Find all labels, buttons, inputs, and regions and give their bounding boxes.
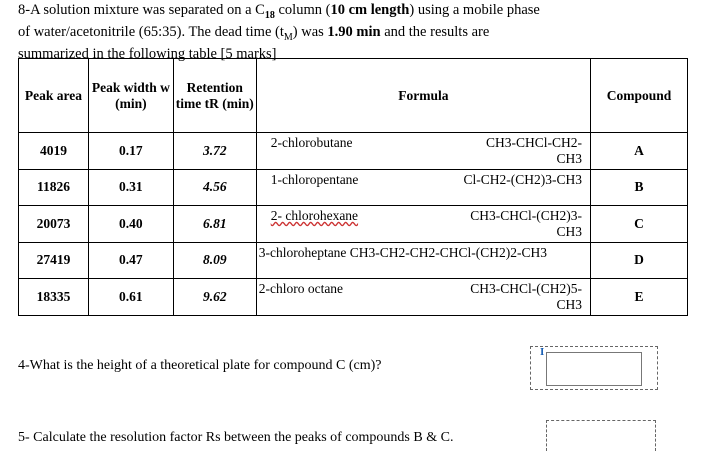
header-compound: Compound bbox=[591, 59, 688, 133]
header-formula: Formula bbox=[256, 59, 590, 133]
peak-width-cell: 0.47 bbox=[88, 242, 173, 279]
formula-cell bbox=[256, 169, 590, 206]
table-row bbox=[19, 206, 688, 243]
header-retention-time: Retention time tR (min) bbox=[173, 59, 256, 133]
header-peak-width: Peak width w (min) bbox=[88, 59, 173, 133]
cursor-icon: I bbox=[540, 346, 545, 358]
compound-letter: B bbox=[591, 169, 688, 206]
table-row bbox=[19, 242, 688, 279]
peak-width-cell: 0.17 bbox=[88, 133, 173, 170]
intro-text: ) using a mobile phase bbox=[409, 2, 540, 18]
formula-cell bbox=[256, 279, 590, 316]
intro-text: column ( bbox=[274, 2, 331, 18]
intro-text: and the results are bbox=[380, 23, 490, 40]
formula-cell bbox=[256, 206, 590, 243]
chemical-formula: Cl-CH2-(CH2)3-CH3 bbox=[463, 171, 583, 187]
compound-name: 2- chlorohexane bbox=[270, 208, 359, 223]
peak-area-cell: 18335 bbox=[19, 279, 89, 316]
retention-cell: 8.09 bbox=[173, 242, 256, 279]
table-row bbox=[19, 133, 688, 170]
tm-subscript: M bbox=[283, 31, 293, 43]
answer-input-q4[interactable] bbox=[546, 352, 642, 386]
peak-width-cell: 0.61 bbox=[88, 279, 173, 316]
results-table bbox=[18, 58, 688, 316]
question-5: 5- Calculate the resolution factor Rs between the peaks of compounds B & C. bbox=[18, 430, 454, 445]
intro-text: of water/acetonitrile (65:35). The dead time (t bbox=[18, 23, 284, 40]
compound-name: 2-chlorobutane bbox=[270, 135, 353, 150]
table-row bbox=[19, 279, 688, 316]
answer-box-q5[interactable] bbox=[546, 420, 656, 451]
retention-cell: 4.56 bbox=[173, 169, 256, 206]
marks-label: [5 marks] bbox=[220, 45, 277, 62]
retention-cell: 3.72 bbox=[173, 133, 256, 170]
c18-subscript: 18 bbox=[264, 9, 275, 21]
peak-area-cell: 11826 bbox=[19, 169, 89, 206]
compound-name: 3-chloroheptane CH3-CH2-CH2-CHCl-(CH2)2-CH3 bbox=[258, 244, 548, 260]
chemical-formula: CH3-CHCl-(CH2)3-CH3 bbox=[470, 208, 583, 239]
intro-text: summarized in the following table bbox=[18, 45, 217, 62]
compound-letter: A bbox=[591, 133, 688, 170]
retention-cell: 6.81 bbox=[173, 206, 256, 243]
chemical-formula: CH3-CHCl-(CH2)5-CH3 bbox=[470, 281, 583, 312]
peak-width-cell: 0.31 bbox=[88, 169, 173, 206]
peak-width-cell: 0.40 bbox=[88, 206, 173, 243]
retention-cell: 9.62 bbox=[173, 279, 256, 316]
formula-cell bbox=[256, 133, 590, 170]
compound-letter: E bbox=[591, 279, 688, 316]
table-row bbox=[19, 169, 688, 206]
column-length: 10 cm length bbox=[330, 2, 410, 18]
formula-cell bbox=[256, 242, 590, 279]
compound-letter: D bbox=[591, 242, 688, 279]
peak-area-cell: 27419 bbox=[19, 242, 89, 279]
dead-time: 1.90 min bbox=[327, 23, 381, 40]
chemical-formula: CH3-CHCl-CH2-CH3 bbox=[486, 135, 583, 166]
intro-text: ) was bbox=[292, 23, 328, 40]
intro-text: 8-A solution mixture was separated on a C bbox=[18, 2, 265, 18]
question-intro bbox=[18, 2, 618, 63]
question-4: 4-What is the height of a theoretical plate for compound C (cm)? bbox=[18, 358, 382, 373]
compound-letter: C bbox=[591, 206, 688, 243]
peak-area-cell: 20073 bbox=[19, 206, 89, 243]
compound-name: 1-chloropentane bbox=[270, 171, 359, 187]
peak-area-cell: 4019 bbox=[19, 133, 89, 170]
compound-name: 2-chloro octane bbox=[258, 281, 344, 296]
header-peak-area: Peak area bbox=[19, 59, 89, 133]
